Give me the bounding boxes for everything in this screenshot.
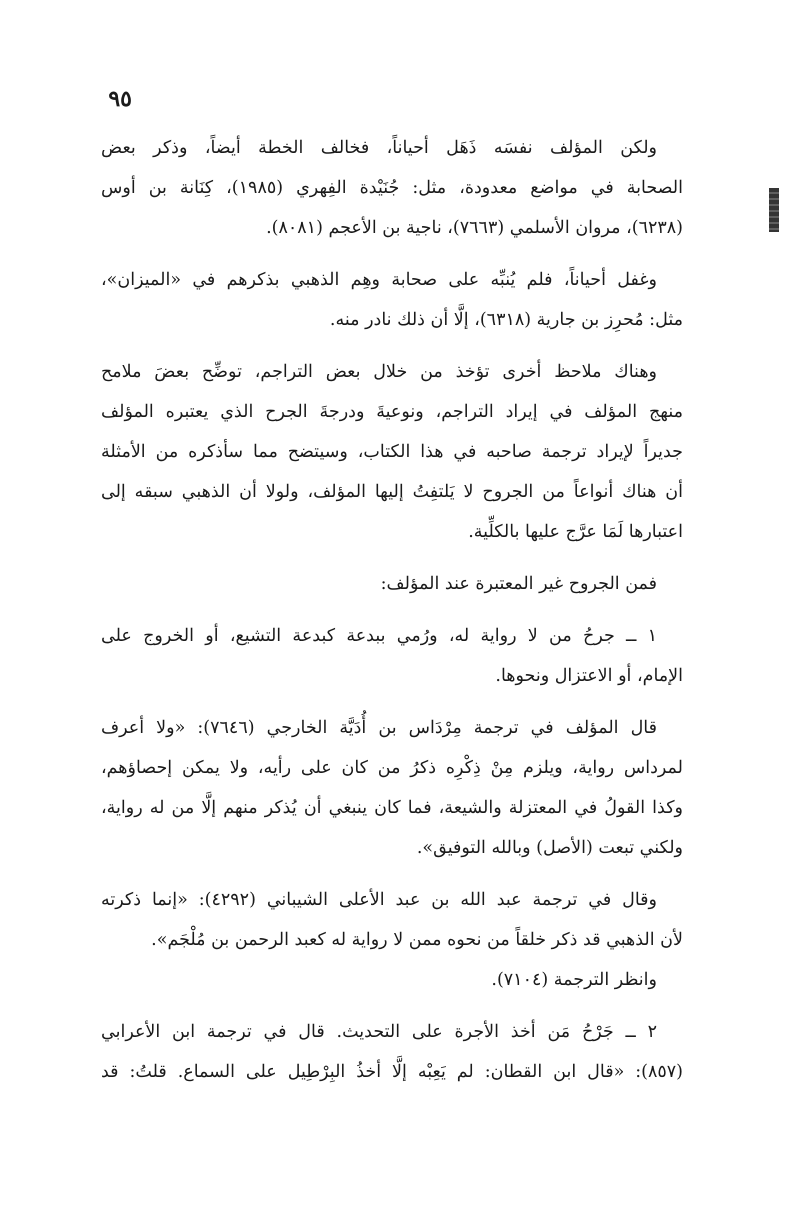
paragraph (101, 564, 683, 604)
text-line: الصحابة في مواضع معدودة، مثل: جُنَيْدة الفِهري (١٩٨٥)، كِنَانة بن أوس (101, 178, 683, 198)
scan-edge-mark (769, 188, 779, 232)
paragraph (101, 352, 683, 552)
text-line: (٨٥٧): «قال ابن القطان: لم يَعِبْه إلَّا أخذُ البِرْطِيل على السماع. قلتُ: قد (101, 1062, 683, 1082)
text-line: ٢ ــ جَرْحُ مَن أخذ الأجرة على التحديث. قال في ترجمة ابن الأعرابي (101, 1022, 657, 1042)
body-text (101, 128, 683, 1092)
paragraph (101, 960, 683, 1000)
text-line: اعتبارها لَمَا عرَّج عليها بالكلِّية. (468, 522, 683, 542)
paragraph (101, 880, 683, 960)
text-line: لأن الذهبي قد ذكر خلقاً من نحوه ممن لا رواية له كعبد الرحمن بن مُلْجَم». (151, 930, 683, 950)
text-line: فمن الجروح غير المعتبرة عند المؤلف: (380, 574, 657, 594)
paragraph (101, 128, 683, 248)
text-line: ولكن المؤلف نفسَه ذَهَل أحياناً، فخالف الخطة أيضاً، وذكر بعض (101, 138, 657, 158)
paragraph (101, 1012, 683, 1092)
text-line: وغفل أحياناً، فلم يُنبِّه على صحابة وهِم الذهبي بذكرهم في «الميزان»، (101, 270, 657, 290)
text-line: جديراً لإيراد ترجمة صاحبه في هذا الكتاب، وسيتضح مما سأذكره من الأمثلة (101, 442, 683, 462)
paragraph (101, 260, 683, 340)
text-line: مثل: مُحرِز بن جارية (٦٣١٨)، إلَّا أن ذلك نادر منه. (329, 310, 683, 330)
text-line: ١ ــ جرحُ من لا رواية له، ورُمي ببدعة كبدعة التشيع، أو الخروج على (101, 626, 657, 646)
text-line: منهج المؤلف في إيراد التراجم، ونوعيةَ ودرجةَ الجرح الذي يعتبره المؤلف (101, 402, 683, 422)
text-line: (٦٢٣٨)، مروان الأسلمي (٧٦٦٣)، ناجية بن الأعجم (٨٠٨١). (266, 218, 683, 238)
text-line: قال المؤلف في ترجمة مِرْدَاس بن أُدَيَّة الخارجي (٧٦٤٦): «ولا أعرف (101, 718, 657, 738)
paragraph (101, 708, 683, 868)
page-number: ٩٥ (108, 86, 132, 112)
text-line: أن هناك أنواعاً من الجروح لا يَلتفِتُ إليها المؤلف، ولولا أن الذهبي سبقه إلى (101, 482, 683, 502)
paragraph (101, 616, 683, 696)
text-line: الإمام، أو الاعتزال ونحوها. (495, 666, 683, 686)
text-line: وانظر الترجمة (٧١٠٤). (491, 970, 657, 990)
text-line: ولكني تبعت (الأصل) وبالله التوفيق». (416, 838, 683, 858)
text-line: وقال في ترجمة عبد الله بن عبد الأعلى الشيباني (٤٢٩٢): «إنما ذكرته (101, 890, 658, 910)
text-line: وهناك ملاحظ أخرى تؤخذ من خلال بعض التراجم، توضِّح بعضَ ملامح (101, 362, 657, 382)
text-line: لمرداس رواية، ويلزم مِنْ ذِكْرِه ذكرُ من كان على رأيه، ولا يمكن إحصاؤهم، (101, 758, 683, 778)
text-line: وكذا القولُ في المعتزلة والشيعة، فما كان ينبغي أن يُذكر منهم إلَّا من له رواية، (101, 798, 683, 818)
